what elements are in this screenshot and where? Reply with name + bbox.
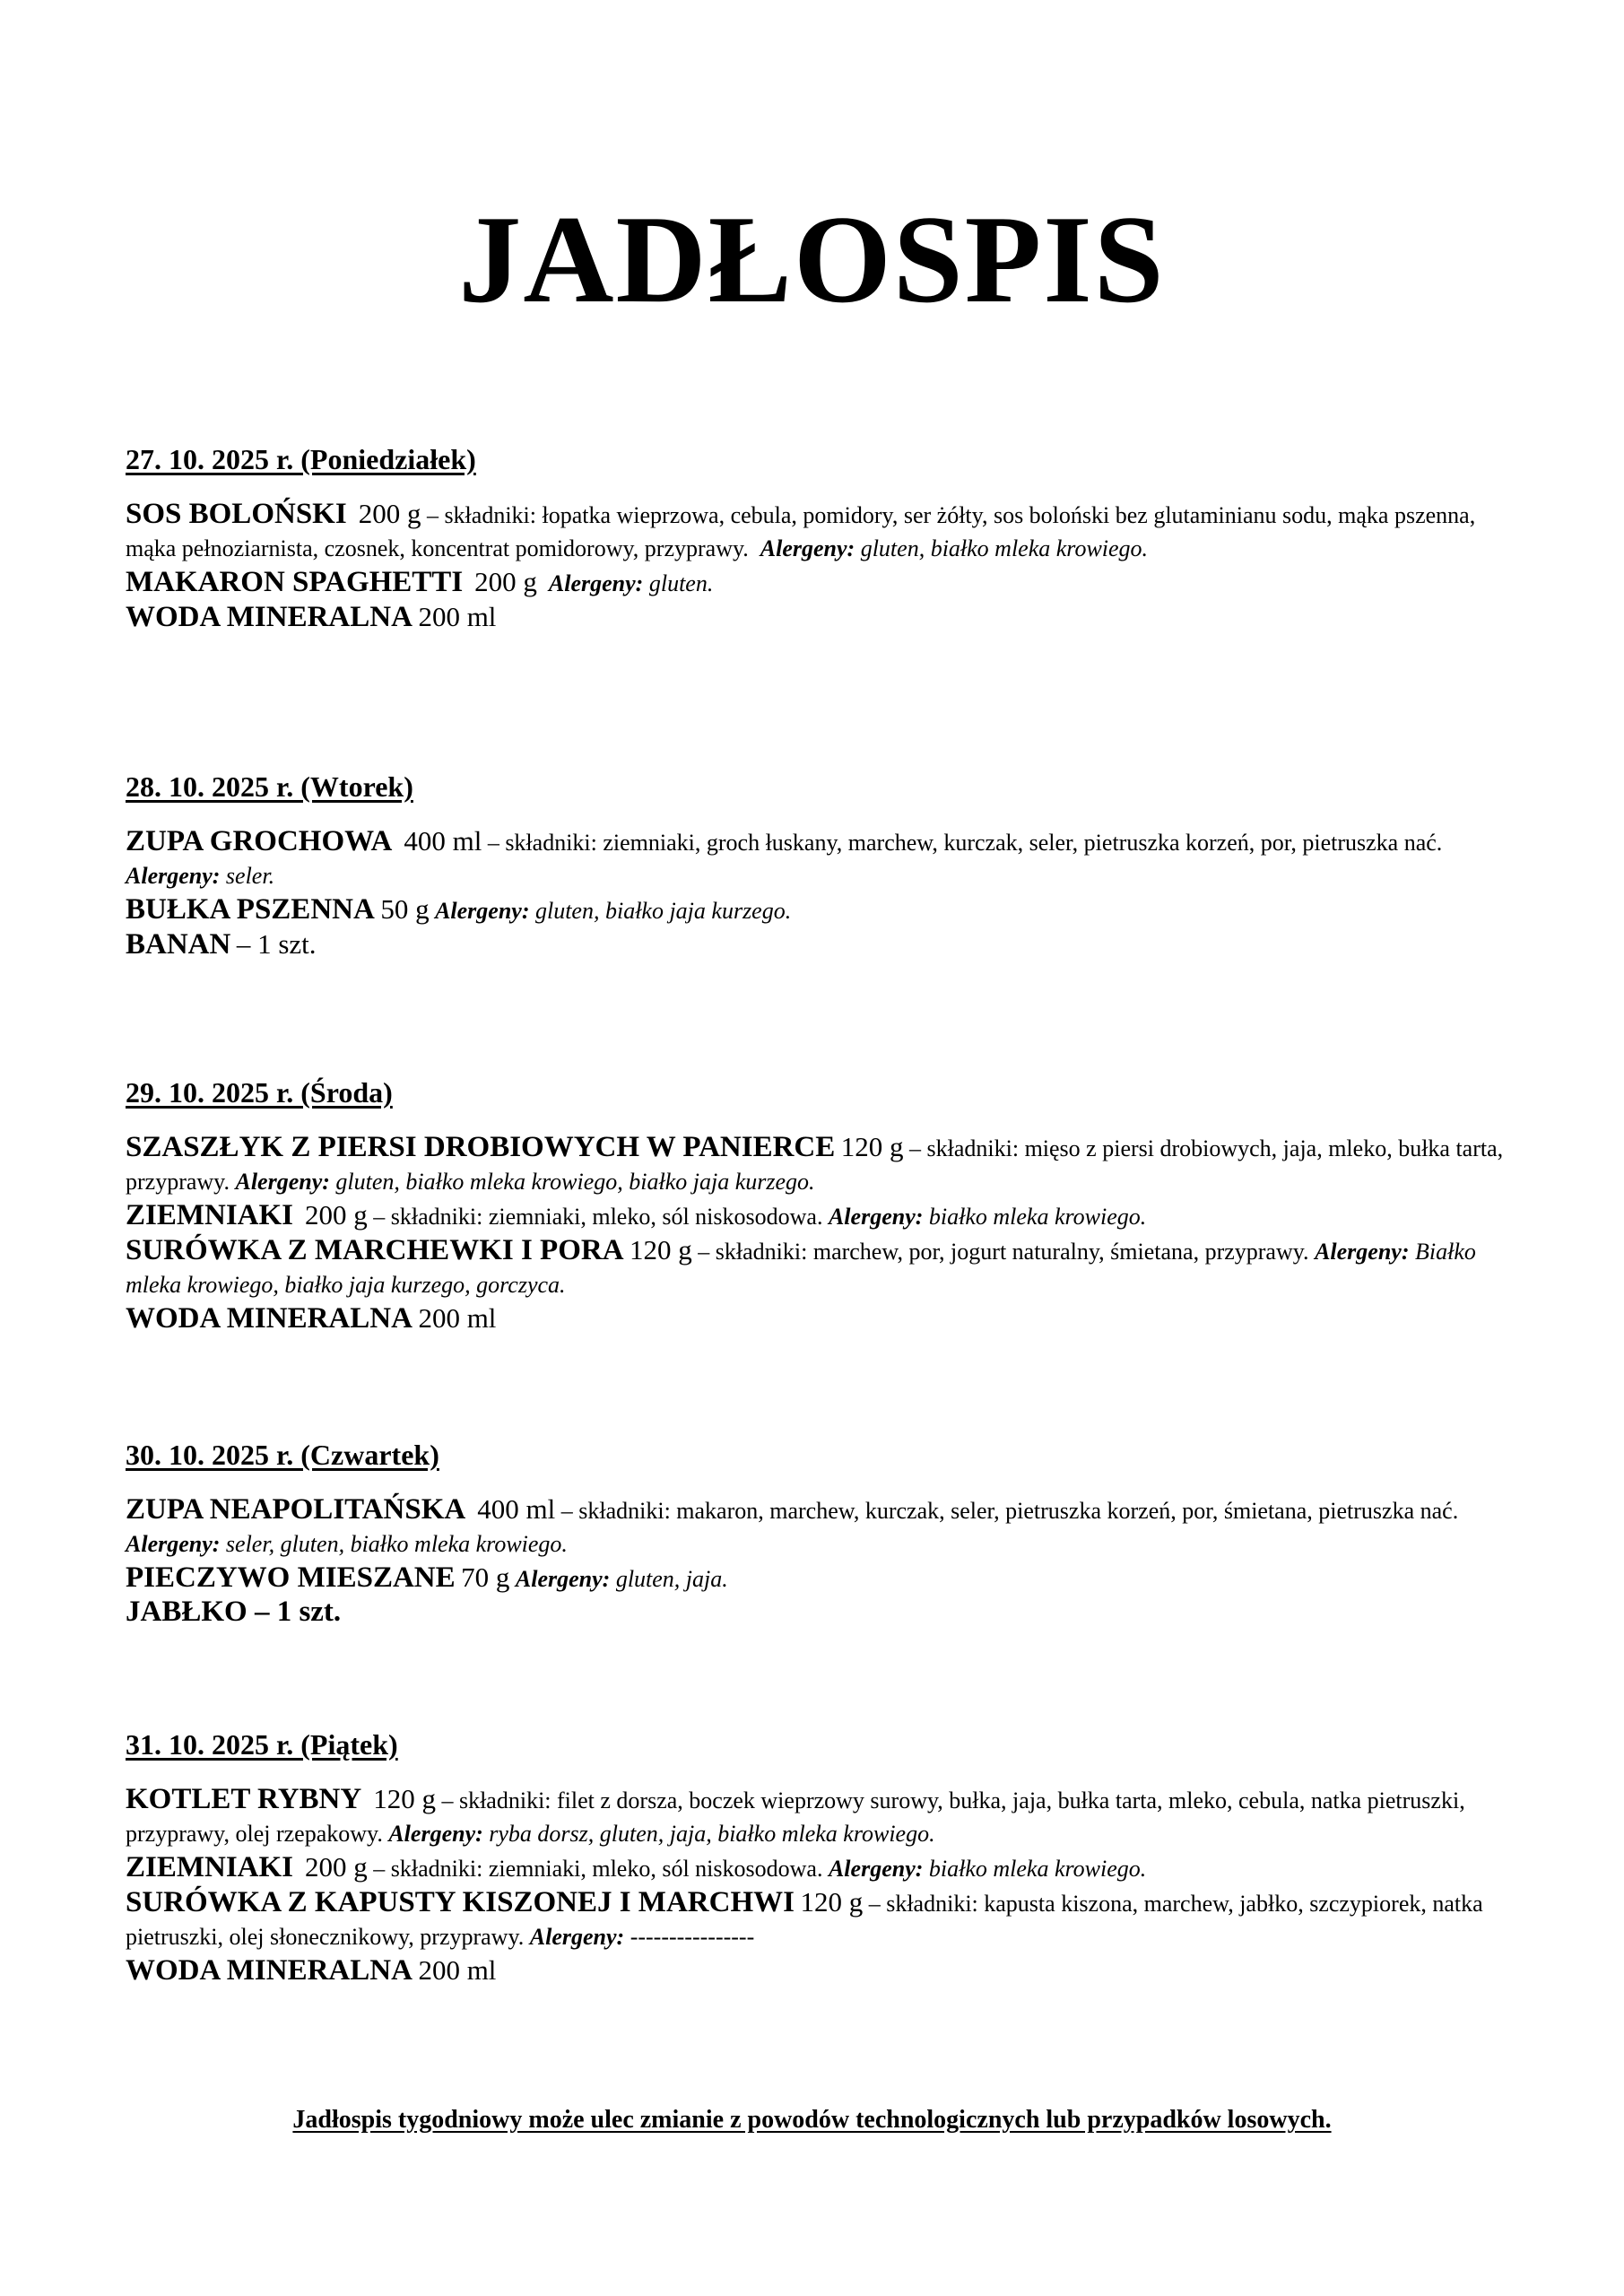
dish-quantity: 200 g xyxy=(305,1851,368,1883)
allergen-label: Alergeny: xyxy=(529,1924,625,1950)
dish-name: SURÓWKA Z KAPUSTY KISZONEJ I MARCHWI xyxy=(126,1886,795,1918)
day-header: 27. 10. 2025 r. (Poniedziałek) xyxy=(126,443,476,475)
allergen-list: ---------------- xyxy=(630,1924,755,1950)
dish-name: WODA MINERALNA xyxy=(126,601,413,633)
dish-name: SOS BOLOŃSKI xyxy=(126,498,347,530)
day-thursday xyxy=(126,1437,1524,1630)
dish-ingredients: – składniki: kapusta kiszona, marchew, jabłko, szczypiorek, natka pietruszki, olej słonecznikowy, przyprawy. xyxy=(126,1891,1483,1950)
allergen-list: gluten, białko jaja kurzego. xyxy=(534,898,792,924)
dish-item xyxy=(126,1233,1524,1301)
dish-name: SURÓWKA Z MARCHEWKI I PORA xyxy=(126,1234,624,1266)
day-header: 28. 10. 2025 r. (Wtorek) xyxy=(126,770,413,803)
dish-quantity: 200 g xyxy=(474,566,537,597)
day-header: 30. 10. 2025 r. (Czwartek) xyxy=(126,1439,439,1471)
dish-ingredients: – składniki: łopatka wieprzowa, cebula, pomidory, ser żółty, sos boloński bez glutaminianu sodu, mąka pszenna, mąka pełnoziarnista, czosnek, koncentrat pomidorowy, przyprawy. xyxy=(126,502,1476,561)
dish-quantity: 120 g xyxy=(840,1131,904,1162)
dish-ingredients: – składniki: ziemniaki, mleko, sól niskosodowa. xyxy=(373,1204,823,1230)
allergen-label: Alergeny: xyxy=(548,570,644,596)
allergen-list: Białko mleka krowiego, białko jaja kurzego, gorczyca. xyxy=(126,1239,1476,1298)
dish-item xyxy=(126,892,1524,927)
dish-item xyxy=(126,927,1524,962)
dish-quantity: 400 ml xyxy=(477,1493,556,1525)
dish-name: ZIEMNIAKI xyxy=(126,1199,294,1231)
dish-item xyxy=(126,1492,1524,1561)
dish-quantity: 120 g xyxy=(630,1234,692,1265)
day-wednesday xyxy=(126,1074,1524,1336)
footer-note: Jadłospis tygodniowy może ulec zmianie z powodów technologicznych lub przypadków losowych. xyxy=(292,2106,1332,2134)
dish-quantity: 50 g xyxy=(380,893,430,925)
allergen-label: Alergeny: xyxy=(126,1531,221,1557)
dish-item xyxy=(126,824,1524,892)
dish-quantity: 120 g xyxy=(373,1783,436,1814)
allergen-label: Alergeny: xyxy=(126,863,221,889)
dish-ingredients: – składniki: ziemniaki, groch łuskany, marchew, kurczak, seler, pietruszka korzeń, por, pietruszka nać. xyxy=(487,830,1443,856)
dish-name: BUŁKA PSZENNA xyxy=(126,893,375,926)
dish-quantity: 200 g xyxy=(305,1199,368,1231)
dish-ingredients: – składniki: filet z dorsza, boczek wieprzowy surowy, bułka, jaja, bułka tarta, mleko, cebula, natka pietruszki, przyprawy, olej rzepakowy. xyxy=(126,1787,1465,1847)
dish-name: PIECZYWO MIESZANE xyxy=(126,1561,456,1594)
dish-item xyxy=(126,565,1524,600)
dish-quantity: 200 ml xyxy=(418,601,497,632)
day-header: 29. 10. 2025 r. (Środa) xyxy=(126,1076,393,1109)
allergen-list: gluten, jaja. xyxy=(615,1566,728,1592)
day-header: 31. 10. 2025 r. (Piątek) xyxy=(126,1728,398,1761)
page-title: JADŁOSPIS xyxy=(458,190,1166,329)
allergen-list: białko mleka krowiego. xyxy=(928,1856,1147,1882)
day-friday xyxy=(126,1726,1524,1988)
dish-name: BANAN xyxy=(126,928,231,961)
dish-name: KOTLET RYBNY xyxy=(126,1783,362,1815)
allergen-list: ryba dorsz, gluten, jaja, białko mleka krowiego. xyxy=(489,1821,935,1847)
dish-name: WODA MINERALNA xyxy=(126,1954,413,1987)
dish-quantity: – 1 szt. xyxy=(236,928,317,960)
allergen-list: seler, gluten, białko mleka krowiego. xyxy=(225,1531,568,1557)
dish-item xyxy=(126,497,1524,565)
dish-quantity: 200 g xyxy=(358,498,421,529)
allergen-list: gluten. xyxy=(648,570,714,596)
day-monday xyxy=(126,441,1524,635)
dish-item xyxy=(126,1596,1524,1630)
dish-item xyxy=(126,1885,1524,1953)
allergen-list: seler. xyxy=(225,863,275,889)
allergen-label: Alergeny: xyxy=(235,1169,330,1195)
dish-item xyxy=(126,600,1524,635)
dish-quantity: 120 g xyxy=(800,1886,864,1918)
allergen-label: Alergeny: xyxy=(515,1566,611,1592)
dish-name: SZASZŁYK Z PIERSI DROBIOWYCH W PANIERCE xyxy=(126,1131,836,1163)
dish-item xyxy=(126,1953,1524,1988)
dish-quantity: 70 g xyxy=(461,1561,510,1593)
dish-ingredients: – składniki: marchew, por, jogurt naturalny, śmietana, przyprawy. xyxy=(698,1239,1309,1265)
day-tuesday xyxy=(126,769,1524,962)
allergen-label: Alergeny: xyxy=(388,1821,483,1847)
dish-ingredients: – składniki: mięso z piersi drobiowych, jaja, mleko, bułka tarta, przyprawy. xyxy=(126,1135,1504,1195)
dish-name: MAKARON SPAGHETTI xyxy=(126,566,464,598)
dish-name: JABŁKO – 1 szt. xyxy=(126,1596,342,1628)
allergen-label: Alergeny: xyxy=(435,898,530,924)
dish-name: WODA MINERALNA xyxy=(126,1302,413,1335)
allergen-label: Alergeny: xyxy=(760,535,855,561)
dish-name: ZUPA GROCHOWA xyxy=(126,825,393,857)
allergen-list: białko mleka krowiego. xyxy=(928,1204,1147,1230)
dish-item xyxy=(126,1782,1524,1850)
dish-quantity: 200 ml xyxy=(418,1954,497,1986)
allergen-list: gluten, białko mleka krowiego. xyxy=(860,535,1149,561)
dish-quantity: 200 ml xyxy=(418,1302,497,1334)
dish-item xyxy=(126,1198,1524,1233)
dish-name: ZIEMNIAKI xyxy=(126,1851,294,1883)
dish-item xyxy=(126,1561,1524,1596)
allergen-label: Alergeny: xyxy=(828,1204,924,1230)
dish-ingredients: – składniki: makaron, marchew, kurczak, seler, pietruszka korzeń, por, śmietana, pietruszka nać. xyxy=(560,1498,1459,1524)
dish-item xyxy=(126,1301,1524,1336)
dish-item xyxy=(126,1850,1524,1885)
dish-name: ZUPA NEAPOLITAŃSKA xyxy=(126,1493,466,1526)
dish-item xyxy=(126,1130,1524,1198)
dish-quantity: 400 ml xyxy=(404,825,482,857)
dish-ingredients: – składniki: ziemniaki, mleko, sól niskosodowa. xyxy=(373,1856,823,1882)
allergen-list: gluten, białko mleka krowiego, białko jaja kurzego. xyxy=(335,1169,815,1195)
allergen-label: Alergeny: xyxy=(828,1856,924,1882)
allergen-label: Alergeny: xyxy=(1315,1239,1410,1265)
